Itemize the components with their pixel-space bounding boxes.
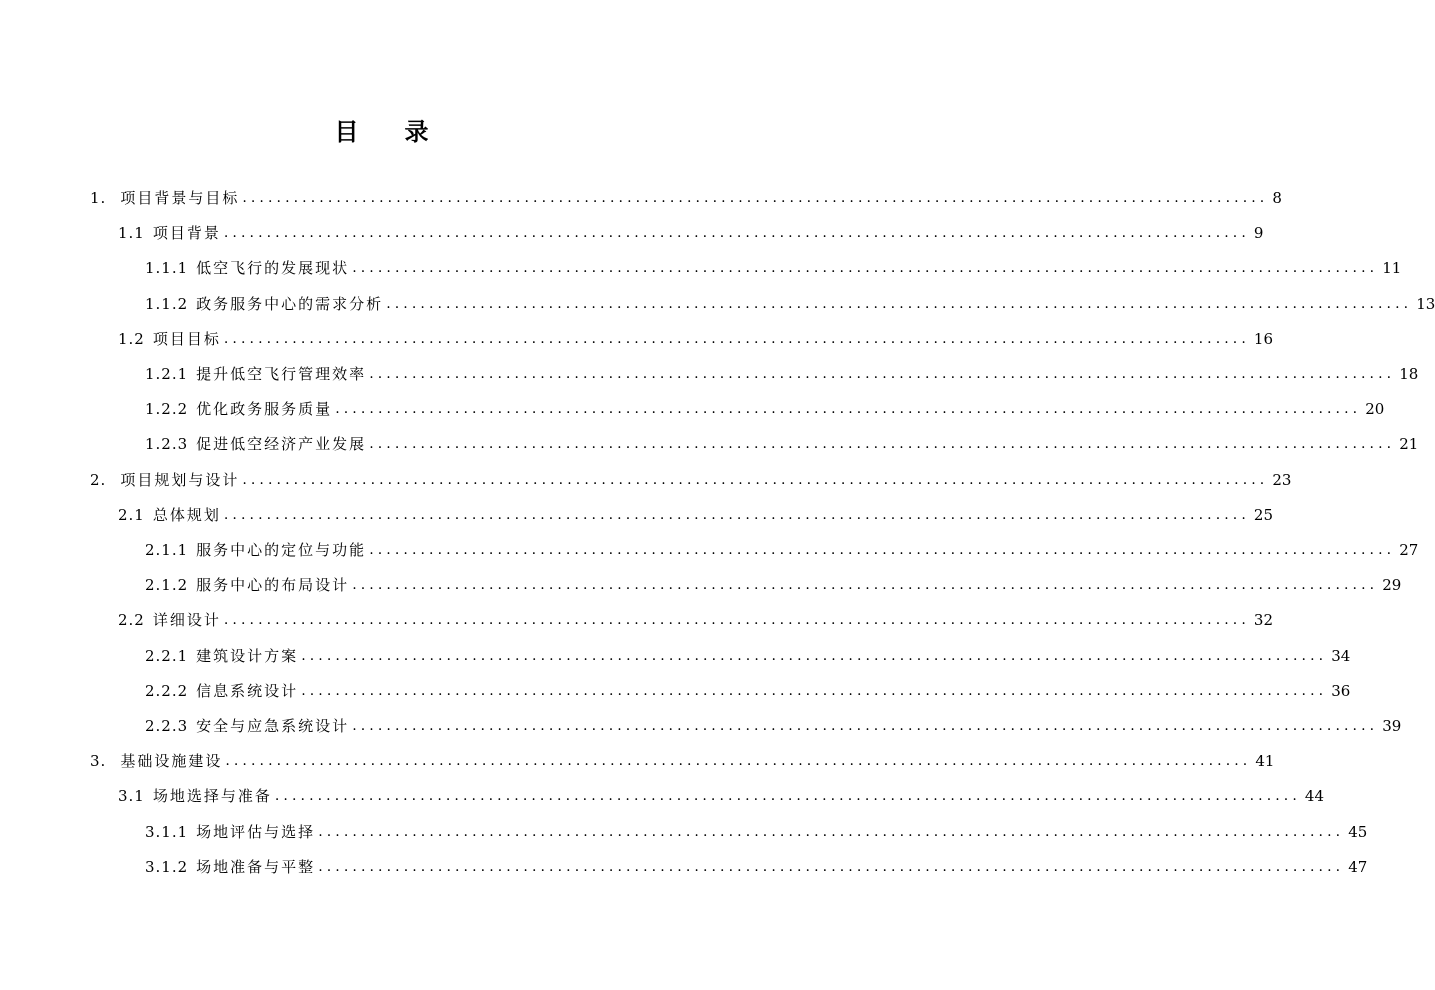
toc-dot-leader: ........................................................................................................................ [369, 542, 1396, 558]
toc-entry-number: 1.2.3 [145, 435, 189, 453]
toc-dot-leader: ........................................................................................................................ [386, 296, 1413, 312]
toc-entry-title: 提升低空飞行管理效率 [196, 365, 367, 383]
toc-dot-leader: ........................................................................................................................ [225, 753, 1252, 769]
toc-entry-number: 1.2 [118, 330, 145, 348]
toc-page-number: 41 [1255, 752, 1275, 770]
toc-entry-title: 项目背景 [152, 224, 221, 242]
toc-page-number: 25 [1253, 506, 1273, 524]
toc-page-number: 47 [1348, 858, 1368, 876]
toc-dot-leader: ........................................................................................................................ [318, 824, 1345, 840]
toc-dot-leader: ........................................................................................................................ [242, 190, 1269, 206]
toc-entry-title: 政务服务中心的需求分析 [196, 295, 384, 313]
toc-dot-leader: ........................................................................................................................ [223, 331, 1250, 347]
toc-entry[interactable] [145, 538, 1419, 562]
toc-entry[interactable] [145, 679, 1351, 703]
toc-dot-leader: ........................................................................................................................ [274, 788, 1301, 804]
toc-page-number: 45 [1348, 823, 1368, 841]
toc-entry-title: 场地评估与选择 [196, 823, 316, 841]
toc-entry[interactable] [145, 292, 1435, 316]
toc-dot-leader: ........................................................................................................................ [369, 366, 1396, 382]
toc-dot-leader: ........................................................................................................................ [242, 472, 1269, 488]
toc-entry[interactable] [145, 820, 1368, 844]
toc-entry-number: 1.1.1 [145, 259, 189, 277]
toc-page-number: 8 [1272, 189, 1282, 207]
toc-entry-title: 服务中心的布局设计 [196, 576, 350, 594]
toc-entry-title: 信息系统设计 [196, 682, 299, 700]
toc-dot-leader: ........................................................................................................................ [301, 648, 1328, 664]
toc-page-number: 36 [1331, 682, 1351, 700]
toc-page-number: 21 [1399, 435, 1419, 453]
toc-entry-title: 优化政务服务质量 [196, 400, 333, 418]
toc-entry[interactable] [145, 573, 1402, 597]
toc-entry-number: 2.2.1 [145, 647, 189, 665]
toc-entry[interactable] [145, 397, 1385, 421]
toc-entry-number: 2.1.2 [145, 576, 189, 594]
toc-page-number: 44 [1304, 787, 1324, 805]
toc-entry-title: 基础设施建设 [120, 752, 223, 770]
toc-entry-title: 总体规划 [152, 506, 221, 524]
toc-entry-number: 2.1 [118, 506, 145, 524]
toc-entry-number: 1.1.2 [145, 295, 189, 313]
toc-page-number: 9 [1253, 224, 1264, 242]
toc-entry[interactable] [90, 749, 1275, 773]
toc-entry[interactable] [145, 432, 1419, 456]
toc-entry-number: 1.2.1 [145, 365, 189, 383]
toc-page-number: 23 [1272, 471, 1292, 489]
toc-dot-leader: ........................................................................................................................ [352, 577, 1379, 593]
toc-entry-title: 服务中心的定位与功能 [196, 541, 367, 559]
toc-page-number: 29 [1382, 576, 1402, 594]
toc-entry[interactable] [90, 186, 1282, 210]
toc-entry-title: 低空飞行的发展现状 [196, 259, 350, 277]
title-char-1: 目 [334, 118, 361, 146]
toc-entry-number: 3.1.2 [145, 858, 189, 876]
toc-entry-title: 项目目标 [152, 330, 221, 348]
toc-entry-number: 3.1 [118, 787, 145, 805]
toc-entry-title: 项目规划与设计 [120, 471, 240, 489]
toc-entry[interactable] [145, 714, 1402, 738]
toc-entry[interactable] [118, 503, 1273, 527]
toc-entry-title: 安全与应急系统设计 [196, 717, 350, 735]
toc-dot-leader: ........................................................................................................................ [352, 260, 1379, 276]
toc-dot-leader: ........................................................................................................................ [369, 436, 1396, 452]
toc-page-number: 13 [1416, 295, 1435, 313]
toc-entry-title: 建筑设计方案 [196, 647, 299, 665]
toc-entry-title: 场地准备与平整 [196, 858, 316, 876]
toc-entry[interactable] [145, 644, 1351, 668]
page-title [0, 112, 765, 147]
toc-entry-title: 促进低空经济产业发展 [196, 435, 367, 453]
toc-entry[interactable] [145, 855, 1368, 879]
toc-page-number: 27 [1399, 541, 1419, 559]
toc-entry[interactable] [118, 608, 1273, 632]
toc-dot-leader: ........................................................................................................................ [352, 718, 1379, 734]
toc-page-number: 32 [1253, 611, 1273, 629]
toc-page-number: 11 [1382, 259, 1402, 277]
toc-entry-title: 项目背景与目标 [120, 189, 240, 207]
toc-entry[interactable] [118, 327, 1273, 351]
toc-entry-number: 1. [90, 189, 107, 207]
toc-entry-number: 3.1.1 [145, 823, 189, 841]
toc-entry-number: 2.1.1 [145, 541, 189, 559]
toc-entry-title: 详细设计 [152, 611, 221, 629]
toc-entry-number: 1.1 [118, 224, 145, 242]
toc-entry[interactable] [118, 784, 1324, 808]
toc-entry[interactable] [118, 221, 1264, 245]
toc-page-number: 39 [1382, 717, 1402, 735]
toc-entry[interactable] [90, 468, 1292, 492]
toc-entry[interactable] [145, 362, 1419, 386]
toc-dot-leader: ........................................................................................................................ [223, 612, 1250, 628]
toc-entry[interactable] [145, 256, 1402, 280]
toc-entry-number: 2.2.3 [145, 717, 189, 735]
toc-dot-leader: ........................................................................................................................ [223, 225, 1250, 241]
toc-entry-number: 2.2 [118, 611, 145, 629]
toc-page-number: 16 [1253, 330, 1273, 348]
toc-entry-number: 2. [90, 471, 107, 489]
toc-dot-leader: ........................................................................................................................ [318, 859, 1345, 875]
toc-entry-number: 3. [90, 752, 107, 770]
toc-dot-leader: ........................................................................................................................ [223, 507, 1250, 523]
toc-dot-leader: ........................................................................................................................ [335, 401, 1362, 417]
title-char-2: 录 [404, 118, 431, 146]
toc-page-number: 20 [1365, 400, 1385, 418]
toc-page-number: 18 [1399, 365, 1419, 383]
toc-entry-number: 2.2.2 [145, 682, 189, 700]
toc-dot-leader: ........................................................................................................................ [301, 683, 1328, 699]
toc-page-number: 34 [1331, 647, 1351, 665]
toc-entry-title: 场地选择与准备 [152, 787, 272, 805]
toc-entry-number: 1.2.2 [145, 400, 189, 418]
